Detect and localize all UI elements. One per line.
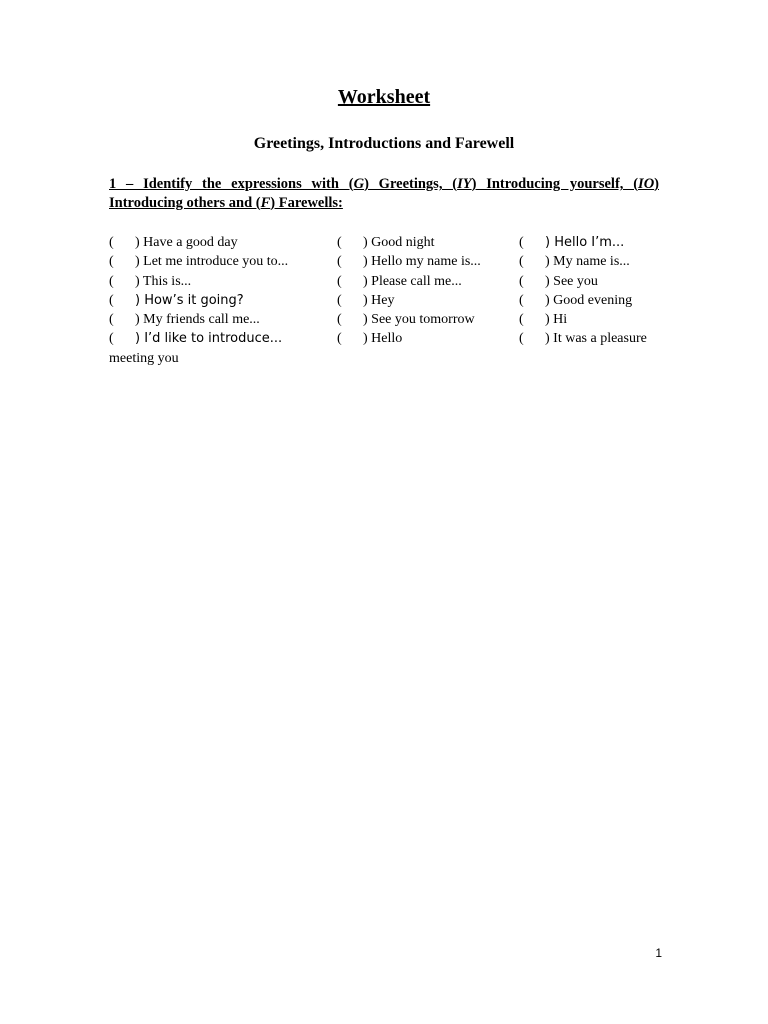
instruction-part-4: ) Introducing others and (	[109, 176, 660, 211]
expression-text: ) It was a pleasure	[545, 331, 647, 347]
code-introducing-yourself: IY	[457, 176, 472, 192]
instruction-part-2: ) Greetings, (	[364, 176, 458, 192]
expression-text: ) Hello I’m...	[545, 235, 625, 250]
answer-blank[interactable]: (	[109, 273, 114, 289]
answer-blank[interactable]: (	[337, 254, 342, 270]
expression-continuation: meeting you	[109, 350, 179, 366]
answer-blank[interactable]: (	[109, 312, 114, 328]
expression-text: ) Hello my name is...	[363, 254, 481, 270]
expression-row	[109, 329, 669, 348]
expression-text: ) Hey	[363, 292, 395, 308]
expression-text: ) See you tomorrow	[363, 312, 475, 328]
expression-item	[109, 233, 238, 252]
answer-blank[interactable]: (	[519, 331, 524, 347]
expression-item	[109, 272, 191, 291]
answer-blank[interactable]: (	[337, 235, 342, 250]
expression-item	[337, 252, 481, 271]
expression-item	[519, 310, 567, 329]
expression-item	[519, 233, 624, 252]
expression-row	[109, 291, 669, 310]
code-greetings: G	[353, 176, 365, 192]
expression-text: ) My name is...	[545, 254, 630, 270]
expression-text: ) Good evening	[545, 292, 633, 308]
expression-item	[519, 329, 647, 348]
code-introducing-others: IO	[638, 176, 655, 192]
answer-blank[interactable]: (	[337, 312, 342, 328]
expressions-grid	[109, 233, 669, 368]
expression-item	[337, 329, 402, 348]
expression-text: ) I’d like to introduce...	[135, 331, 283, 347]
answer-blank[interactable]: (	[337, 292, 342, 308]
exercise-instruction	[109, 175, 659, 213]
expression-text: ) My friends call me...	[135, 312, 260, 328]
answer-blank[interactable]: (	[519, 273, 524, 289]
expression-text: ) This is...	[135, 273, 192, 289]
instruction-part-3: ) Introducing yourself, (	[471, 176, 639, 192]
expression-item	[337, 272, 462, 291]
page-subtitle: Greetings, Introductions and Farewell	[253, 135, 515, 152]
expression-text: ) Let me introduce you to...	[135, 254, 289, 270]
instruction-part-5: ) Farewells:	[270, 195, 343, 211]
expression-text: ) Please call me...	[363, 273, 462, 289]
code-farewells: F	[260, 195, 271, 211]
expression-text: ) How’s it going?	[135, 292, 244, 308]
expression-item	[109, 252, 288, 271]
expression-item	[519, 291, 632, 310]
expression-item	[109, 329, 282, 348]
expression-item	[109, 310, 260, 329]
answer-blank[interactable]: (	[337, 273, 342, 289]
expression-row	[109, 310, 669, 329]
expression-item	[337, 233, 435, 252]
expression-text: ) Have a good day	[135, 235, 238, 250]
expression-text: ) See you	[545, 273, 598, 289]
expression-row	[109, 252, 669, 271]
answer-blank[interactable]: (	[519, 312, 524, 328]
answer-blank[interactable]: (	[519, 235, 524, 250]
expression-row	[109, 272, 669, 291]
answer-blank[interactable]: (	[337, 331, 342, 347]
answer-blank[interactable]: (	[109, 235, 114, 250]
answer-blank[interactable]: (	[519, 254, 524, 270]
expression-text: ) Good night	[363, 235, 435, 250]
answer-blank[interactable]: (	[109, 331, 114, 347]
expression-text: ) Hi	[545, 312, 568, 328]
answer-blank[interactable]: (	[109, 254, 114, 270]
expression-item	[109, 291, 244, 310]
answer-blank[interactable]: (	[519, 292, 524, 308]
page-title: Worksheet	[337, 86, 431, 108]
expression-item	[337, 310, 475, 329]
page-number: 1	[655, 946, 662, 960]
expression-item	[519, 272, 598, 291]
expression-text: ) Hello	[363, 331, 403, 347]
expression-item	[519, 252, 630, 271]
expression-row	[109, 233, 669, 252]
answer-blank[interactable]: (	[109, 292, 114, 308]
instruction-part-1: 1 – Identify the expressions with (	[109, 176, 354, 192]
expression-item	[337, 291, 395, 310]
